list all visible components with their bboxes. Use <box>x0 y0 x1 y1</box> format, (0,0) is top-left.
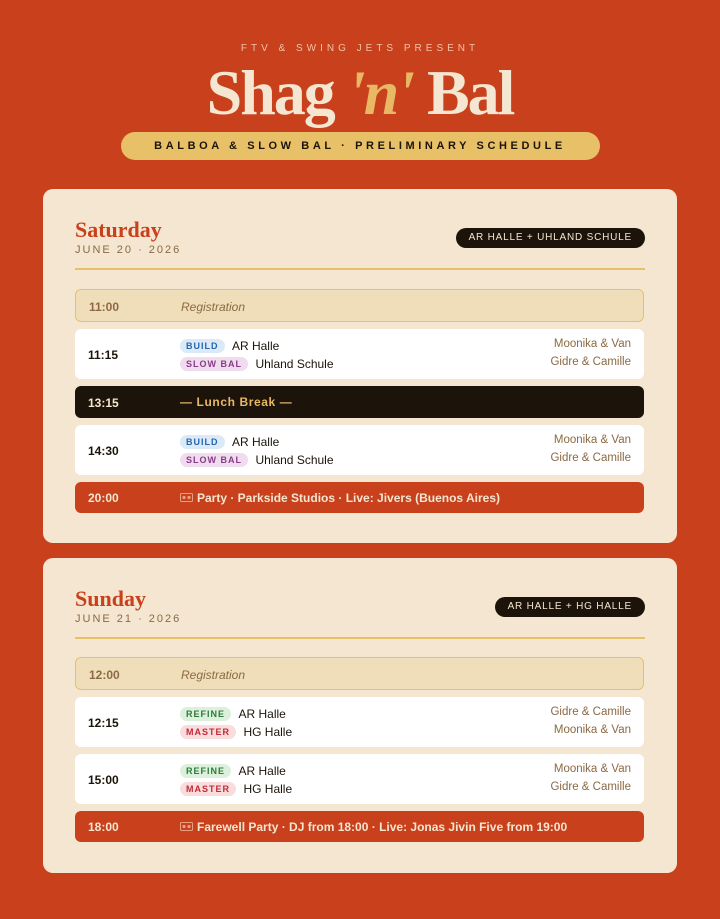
saturday-card <box>43 189 677 543</box>
teacher-names: Moonika & Van <box>553 338 631 350</box>
registration-row <box>75 657 644 690</box>
day-name: Saturday <box>75 217 162 242</box>
title-part1: Shag <box>206 57 348 128</box>
day-date: JUNE 21 · 2026 <box>75 613 182 625</box>
slot-time: 11:15 <box>88 348 119 362</box>
room-name: AR Halle <box>231 338 280 353</box>
level-badge: SLOW BAL <box>180 357 248 371</box>
registration-label: Registration <box>181 668 246 682</box>
party-label: Party · Parkside Studios · Live: Jivers (Buenos Aires) <box>197 491 500 505</box>
party-label: Farewell Party · DJ from 18:00 · Live: Jonas Jivin Five from 19:00 <box>197 820 568 834</box>
room-name: HG Halle <box>243 724 293 739</box>
teacher-names: Moonika & Van <box>553 434 631 446</box>
class-line <box>180 705 631 721</box>
room-name: AR Halle <box>231 434 280 449</box>
slot-time: 12:00 <box>89 668 120 682</box>
slot-time: 12:15 <box>88 716 119 730</box>
schedule-rows <box>75 289 645 520</box>
class-row <box>75 754 644 804</box>
room-name: Uhland Schule <box>255 356 334 371</box>
subtitle-pill: BALBOA & SLOW BAL · PRELIMINARY SCHEDULE <box>121 132 600 160</box>
class-line <box>180 337 631 353</box>
class-row <box>75 329 644 379</box>
party-icon <box>180 493 193 502</box>
lunch-row <box>75 386 644 418</box>
party-row <box>75 811 644 842</box>
class-line <box>180 355 631 371</box>
level-badge: MASTER <box>180 782 236 796</box>
class-line <box>180 780 631 796</box>
teacher-names: Gidre & Camille <box>550 706 631 718</box>
slot-time: 18:00 <box>88 820 119 834</box>
slot-time: 13:15 <box>88 396 119 410</box>
class-line <box>180 451 631 467</box>
title-part2: Bal <box>412 57 514 128</box>
schedule-rows <box>75 657 645 849</box>
class-row <box>75 697 644 747</box>
room-name: Uhland Schule <box>255 452 334 467</box>
level-badge: SLOW BAL <box>180 453 248 467</box>
class-row <box>75 425 644 475</box>
slot-time: 14:30 <box>88 444 119 458</box>
registration-row <box>75 289 644 322</box>
event-title <box>0 57 720 128</box>
slot-time: 11:00 <box>89 300 120 314</box>
page-header <box>0 0 720 160</box>
party-info <box>180 820 567 834</box>
teacher-names: Moonika & Van <box>553 763 631 775</box>
party-info <box>180 491 500 505</box>
party-icon <box>180 822 193 831</box>
slot-time: 20:00 <box>88 491 119 505</box>
venue-badge: AR HALLE + HG HALLE <box>495 597 645 617</box>
slot-time: 15:00 <box>88 773 119 787</box>
registration-label: Registration <box>181 300 246 314</box>
level-badge: MASTER <box>180 725 236 739</box>
level-badge: REFINE <box>180 707 231 721</box>
day-date: JUNE 20 · 2026 <box>75 244 182 256</box>
day-header <box>75 558 645 639</box>
party-row <box>75 482 644 513</box>
class-line <box>180 723 631 739</box>
teacher-names: Moonika & Van <box>553 724 631 736</box>
level-badge: REFINE <box>180 764 231 778</box>
presenters-line: FTV & SWING JETS PRESENT <box>240 43 480 54</box>
room-name: AR Halle <box>238 706 286 721</box>
venue-badge: AR HALLE + UHLAND SCHULE <box>456 228 645 248</box>
class-line <box>180 433 631 449</box>
day-name: Sunday <box>75 586 146 611</box>
teacher-names: Gidre & Camille <box>550 356 631 368</box>
teacher-names: Gidre & Camille <box>550 452 631 464</box>
lunch-label: — Lunch Break — <box>180 395 293 409</box>
room-name: AR Halle <box>238 763 286 778</box>
teacher-names: Gidre & Camille <box>550 781 631 793</box>
title-amp: 'n' <box>347 57 413 128</box>
level-badge: BUILD <box>180 339 225 353</box>
sunday-card <box>43 558 677 873</box>
class-line <box>180 762 631 778</box>
level-badge: BUILD <box>180 435 225 449</box>
day-header <box>75 189 645 270</box>
room-name: HG Halle <box>243 781 293 796</box>
